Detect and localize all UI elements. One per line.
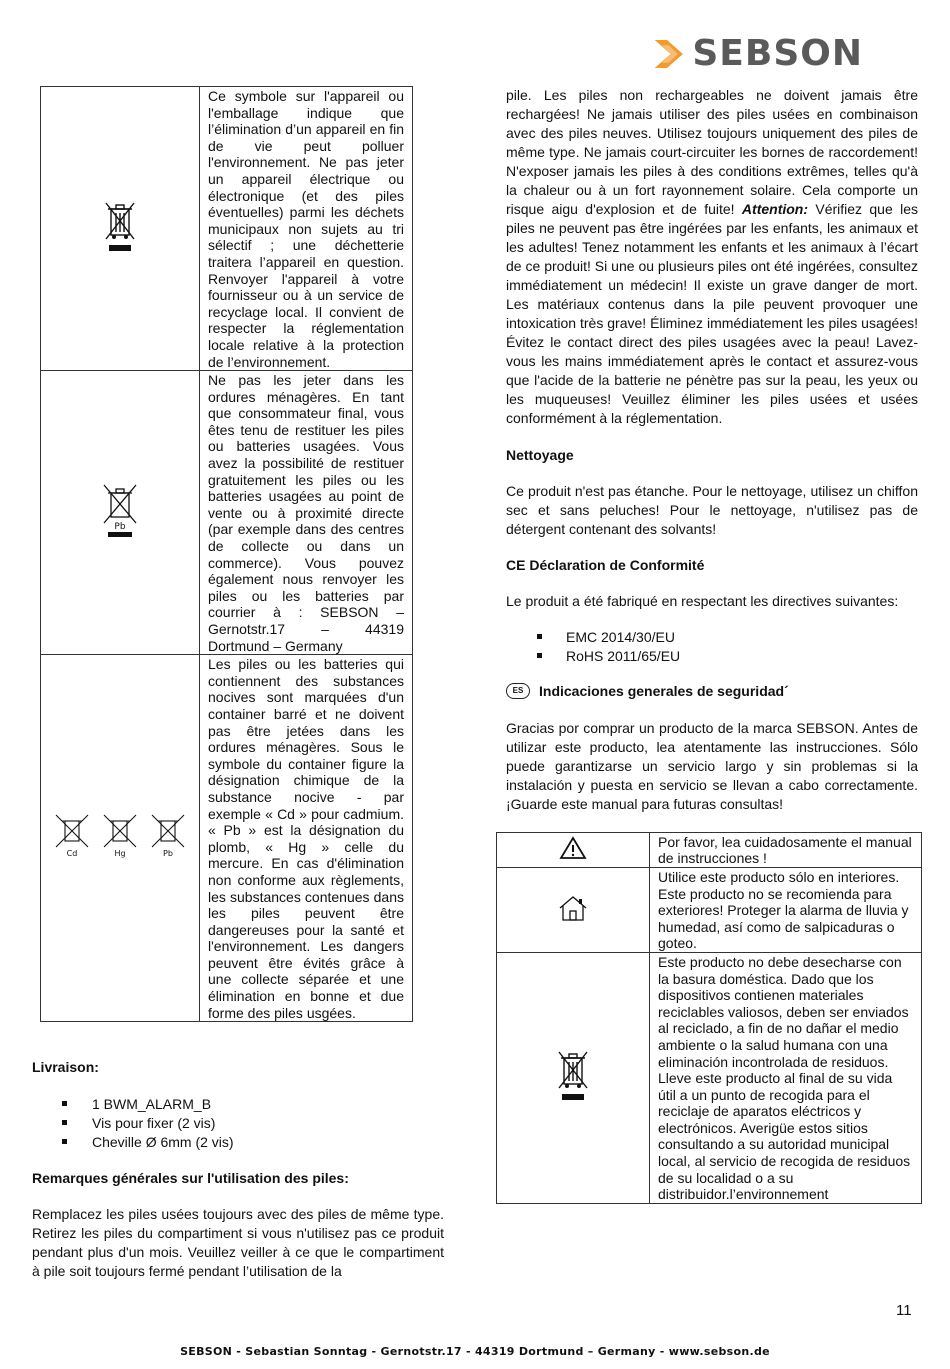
safety-description: Este producto no debe desecharse con la basura doméstica. Dado que los dispositivos contienen materiales reciclables valiosos, deben ser enviados al reciclado, a fin de no dañar el medio ambiente o la salud humana con una eliminación incontrolada de residuos. Lleve este producto al final de su vida útil a un punto de recogida para el reciclaje de aparatos eléctricos y electrónicos. Averigüe estos sitios consultando a su autoridad municipal local, al servicio de recogida de residuos de su localidad o a su distribuidor.l’environnement bbox=[650, 952, 922, 1203]
list-item: 1 BWM_ALARM_B bbox=[32, 1095, 444, 1114]
list-item: Vis pour fixer (2 vis) bbox=[32, 1114, 444, 1133]
warning-triangle-icon bbox=[559, 836, 587, 860]
page-number: 11 bbox=[896, 1302, 912, 1319]
piles-continuation-2: Vérifiez que les piles ne peuvent pas être ingérées par les enfants, les animaux et les adultes! Tenez notamment les enfants et les animaux à l’écart de ce produit! Si une ou plusieurs piles ont été ingérées, consultez immédiatement un médecin! Il existe un grave danger de mort. Les matériaux contenus dans la pile peuvent provoquer une intoxication très grave! Éliminez immédiatement les piles usagées! Évitez le contact direct des piles usagées avec la peau! Lavez-vous les mains immédiatement après le contact et assurez-vous que l'acide de la batterie ne pénètre pas sur la peau, les yeux ou les muqueuses! Veuillez éliminer les piles usées et usées conformément à la réglementation. bbox=[506, 201, 919, 426]
table-row bbox=[41, 655, 413, 1022]
right-column bbox=[506, 86, 918, 1204]
hg-icon-label: Hg bbox=[114, 849, 126, 859]
attention-label: Attention: bbox=[741, 201, 809, 217]
es-language-badge: ES bbox=[506, 683, 530, 699]
table-row bbox=[497, 952, 922, 1203]
table-row bbox=[41, 371, 413, 655]
list-item: RoHS 2011/65/EU bbox=[506, 647, 918, 666]
page-footer: SEBSON - Sebastian Sonntag - Gernotstr.17 - 44319 Dortmund – Germany - www.sebson.de bbox=[180, 1345, 770, 1358]
logo-text: SEBSON bbox=[692, 33, 863, 74]
battery-bins-cd-hg-pb-icon bbox=[50, 813, 190, 859]
piles-text: Remplacez les piles usées toujours avec des piles de même type. Retirez les piles du compartiment si vous n'utilisez pas ce produit pendant plus d'un mois. Veuillez veiller à ce que le compartiment à pile soit toujours fermé pendant l’utilisation de la bbox=[32, 1206, 444, 1280]
pb-icon-label: Pb bbox=[163, 849, 173, 859]
piles-heading: Remarques générales sur l'utilisation des piles: bbox=[32, 1170, 349, 1187]
piles-continuation-1: pile. Les piles non rechargeables ne doivent jamais être rechargées! Ne jamais utiliser des piles usées en combinaison avec des piles neuves. Utilisez toujours uniquement des piles de même type. Ne jamais court-circuiter les bornes de raccordement! N'exposer jamais les piles à des conditions extrêmes, telles qu'à la chaleur ou à un fort rayonnement solaire. Cela comporte un risque aigu d'explosion et de fuite! bbox=[506, 87, 918, 217]
symbol-cell bbox=[41, 655, 200, 1022]
sebson-logo bbox=[653, 34, 863, 74]
cd-icon-label: Cd bbox=[66, 849, 78, 859]
es-intro: Gracias por comprar un producto de la marca SEBSON. Antes de utilizar este producto, lea atentamente las instrucciones. Sólo puede garantizarse un servicio largo y sin problemas si la instalación y puesta en servicio se llevan a cabo correctamente. ¡Guarde este manual para futuras consultas! bbox=[506, 719, 918, 812]
nettoyage-heading: Nettoyage bbox=[506, 447, 574, 463]
livraison-list bbox=[32, 1095, 444, 1152]
list-item: Cheville Ø 6mm (2 vis) bbox=[32, 1133, 444, 1152]
ce-directives-list bbox=[506, 628, 918, 666]
list-item: EMC 2014/30/EU bbox=[506, 628, 918, 647]
symbol-cell bbox=[497, 867, 650, 952]
disposal-symbols-table bbox=[40, 86, 413, 1022]
symbol-cell bbox=[41, 371, 200, 655]
es-heading-text: Indicaciones generales de seguridad´ bbox=[539, 683, 789, 699]
ce-text: Le produit a été fabriqué en respectant les directives suivantes: bbox=[506, 593, 899, 609]
left-column bbox=[32, 86, 444, 1281]
symbol-cell bbox=[497, 952, 650, 1203]
battery-bin-pb-icon bbox=[100, 483, 140, 539]
table-row bbox=[497, 832, 922, 867]
symbol-cell bbox=[497, 832, 650, 867]
crossed-bin-icon bbox=[102, 199, 138, 255]
table-row bbox=[497, 867, 922, 952]
livraison-heading: Livraison: bbox=[32, 1059, 99, 1076]
safety-description: Por favor, lea cuidadosamente el manual de instrucciones ! bbox=[650, 832, 922, 867]
es-safety-table bbox=[496, 832, 922, 1204]
symbol-description: Ne pas les jeter dans les ordures ménagères. En tant que consommateur final, vous êtes tenu de restituer les piles ou batteries usagées. Vous avez la possibilité de restituer gratuitement les piles ou les batteries usagées au point de vente ou à proximité directe (par exemple dans des centres de collecte ou dans un commerce). Vous pouvez également nous renvoyer les piles ou les batteries par courrier à : SEBSON – Gernotstr.17 – 44319 Dortmund – Germany bbox=[200, 371, 413, 655]
crossed-bin-icon bbox=[555, 1048, 591, 1104]
nettoyage-text: Ce produit n'est pas étanche. Pour le nettoyage, utilisez un chiffon sec et sans peluches! Pour le nettoyage, n'utilisez pas de détergent contenant des solvants! bbox=[506, 483, 918, 537]
safety-description: Utilice este producto sólo en interiores. Este producto no se recomienda para exteriores! Proteger la alarma de lluvia y humedad, así como de salpicaduras o goteo. bbox=[650, 867, 922, 952]
symbol-description: Ce symbole sur l'appareil ou l'emballage indique que l’élimination d’un appareil en fin de vie peut polluer l'environnement. Ne pas jeter un appareil électrique ou électronique (et des piles éventuelles) parmi les déchets municipaux non sujets au tri sélectif ; une déchetterie traitera l’appareil en question. Renvoyer l'appareil à votre fournisseur ou à un service de recyclage local. Il convient de respecter la réglementation locale relative à la protection de l’environnement. bbox=[200, 87, 413, 371]
table-row bbox=[41, 87, 413, 371]
symbol-cell bbox=[41, 87, 200, 371]
piles-continuation bbox=[506, 86, 918, 428]
symbol-description: Les piles ou les batteries qui contiennent des substances nocives sont marquées d'un container barré et ne doivent pas être jetées dans les ordures ménagères. Sous le symbole du container figure la désignation chimique de la substance nocive - par exemple « Cd » pour cadmium. « Pb » est la désignation du plomb, « Hg » celle du mercure. En cas d'élimination non conforme aux règlements, les substances contenues dans les piles peuvent être dangereuses pour la santé et l'environnement. Les dangers peuvent être évités grâce à une collecte séparée et une élimination en bonne et due forme des piles usgées. bbox=[200, 655, 413, 1022]
ce-heading: CE Déclaration de Conformité bbox=[506, 557, 705, 573]
sebson-chevron-icon bbox=[653, 36, 686, 72]
pb-icon-label: Pb bbox=[114, 522, 126, 533]
es-section-heading bbox=[506, 683, 918, 700]
indoor-house-icon bbox=[557, 894, 589, 922]
